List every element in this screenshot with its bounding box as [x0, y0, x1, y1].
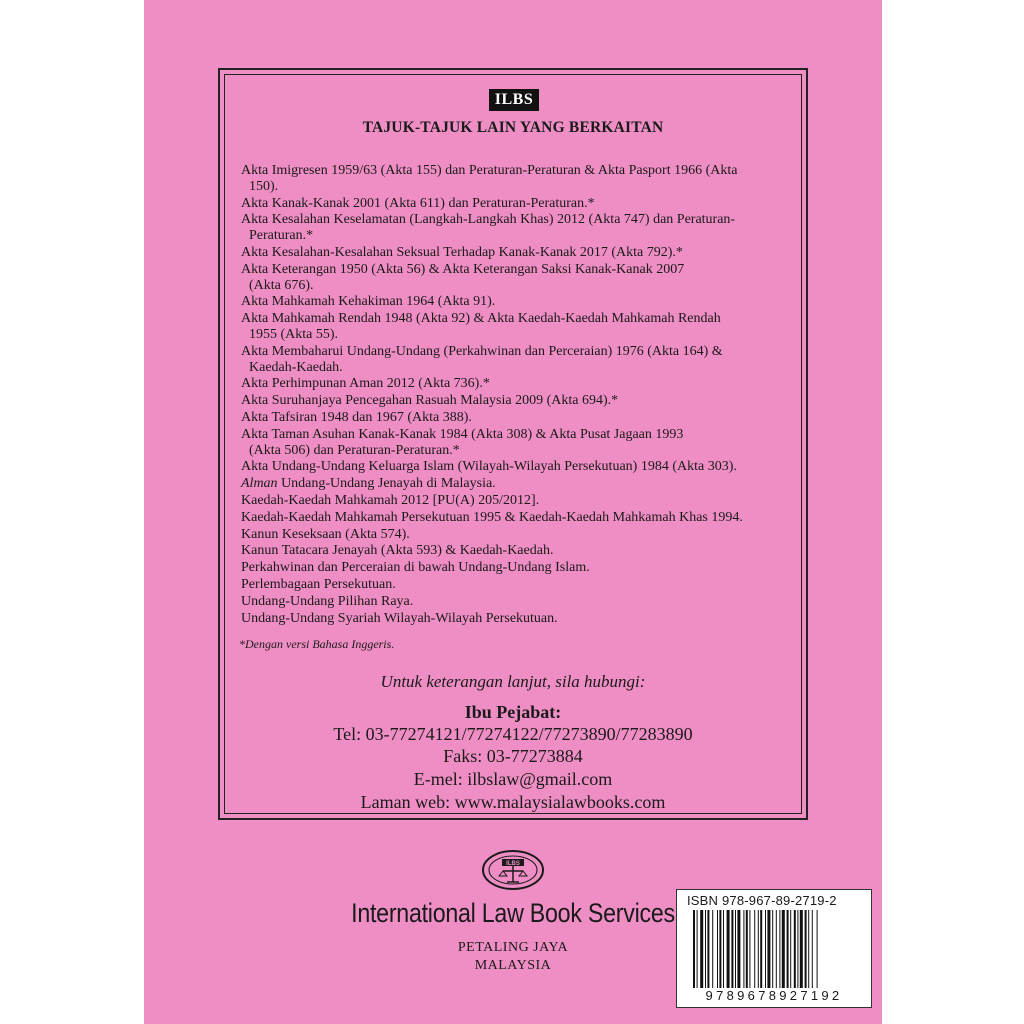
publisher-city: PETALING JAYA [457, 940, 569, 955]
list-item [241, 163, 797, 195]
list-item [241, 493, 797, 509]
list-item [241, 245, 797, 261]
list-item [241, 611, 797, 627]
title-line: Perlembagaan Persekutuan. [241, 576, 396, 592]
title-continuation: 150). [249, 178, 279, 194]
title-line: Kanun Keseksaan (Akta 574). [241, 526, 410, 542]
list-item [241, 393, 797, 409]
barcode-bar [697, 910, 698, 988]
title-line: Akta Perhimpunan Aman 2012 (Akta 736).* [241, 376, 490, 392]
list-item [241, 543, 797, 559]
barcode-bar [817, 910, 818, 988]
isbn-barcode [676, 889, 872, 1008]
publisher-country: MALAYSIA [474, 958, 552, 973]
head-office-label: Ibu Pejabat: [464, 702, 562, 722]
barcode-bar [760, 910, 762, 988]
barcode-bar [727, 910, 730, 988]
contact-intro: Untuk keterangan lanjut, sila hubungi: [380, 672, 646, 691]
fax-line: Faks: 03-77273884 [443, 746, 583, 766]
title-line: Akta Keterangan 1950 (Akta 56) & Akta Keterangan Saksi Kanak-Kanak 2007 [241, 261, 685, 277]
list-item [241, 262, 797, 294]
isbn-number: ISBN 978-967-89-2719-2 [687, 893, 837, 908]
ilbs-badge: ILBS [489, 89, 539, 111]
list-item [241, 311, 797, 343]
barcode-bar [700, 910, 703, 988]
list-item [241, 427, 797, 459]
barcode-bar [787, 910, 789, 988]
title-line: Akta Kanak-Kanak 2001 (Akta 611) dan Peraturan-Peraturan.* [241, 195, 595, 211]
english-version-note: *Dengan versi Bahasa Inggeris. [239, 637, 395, 651]
barcode-bar [754, 910, 755, 988]
barcode-bar [797, 910, 798, 988]
barcode-bar [779, 910, 780, 988]
barcode-bar [712, 910, 713, 988]
title-line: Undang-Undang Syariah Wilayah-Wilayah Persekutuan. [241, 610, 558, 626]
telephone-line: Tel: 03-77274121/77274122/77273890/77283890 [333, 724, 693, 744]
barcode-bar [765, 910, 766, 988]
title-continuation: (Akta 506) dan Peraturan-Peraturan.* [249, 442, 460, 458]
barcode-bar [767, 910, 770, 988]
barcode-digits: 9789678927192 [705, 988, 843, 1003]
barcode-bar [717, 910, 718, 988]
list-item [241, 577, 797, 593]
title-line: Akta Tafsiran 1948 dan 1967 (Akta 388). [241, 409, 472, 425]
list-item [241, 459, 797, 475]
title-line: Kaedah-Kaedah Mahkamah 2012 [PU(A) 205/2012]. [241, 492, 540, 508]
list-item [241, 294, 797, 310]
logo-lettering: ILBS [506, 861, 520, 867]
title-line: Akta Imigresen 1959/63 (Akta 155) dan Peraturan-Peraturan & Akta Pasport 1966 (Akta [241, 163, 738, 178]
list-item [241, 594, 797, 610]
list-item [241, 196, 797, 212]
title-line: Akta Taman Asuhan Kanak-Kanak 1984 (Akta 308) & Akta Pusat Jagaan 1993 [241, 426, 684, 442]
barcode-bar [723, 910, 724, 988]
title-continuation: Peraturan.* [249, 228, 314, 244]
title-line: Akta Kesalahan Keselamatan (Langkah-Langkah Khas) 2012 (Akta 747) dan Peraturan- [241, 212, 736, 228]
title-line: Akta Membaharui Undang-Undang (Perkahwinan dan Perceraian) 1976 (Akta 164) & [241, 343, 723, 359]
title-continuation: Kaedah-Kaedah. [249, 359, 343, 375]
title-continuation: 1955 (Akta 55). [249, 326, 339, 342]
related-titles-heading: TAJUK-TAJUK LAIN YANG BERKAITAN [362, 119, 664, 136]
barcode-bar [782, 910, 785, 988]
title-line: Akta Suruhanjaya Pencegahan Rasuah Malaysia 2009 (Akta 694).* [241, 393, 619, 409]
title-line: Kanun Tatacara Jenayah (Akta 593) & Kaedah-Kaedah. [241, 543, 554, 559]
related-titles-list [241, 163, 797, 627]
barcode-bar [707, 910, 709, 988]
list-item [241, 410, 797, 426]
barcode-bar [812, 910, 813, 988]
list-item [241, 376, 797, 392]
title-line: Akta Undang-Undang Keluarga Islam (Wilayah-Wilayah Persekutuan) 1984 (Akta 303). [241, 459, 737, 475]
barcode-bar [737, 910, 740, 988]
barcode-bar [794, 910, 796, 988]
barcode-bar [805, 910, 807, 988]
barcode-bar [693, 910, 695, 988]
title-line: Undang-Undang Pilihan Raya. [241, 593, 414, 609]
title-line: Kaedah-Kaedah Mahkamah Persekutuan 1995 & Kaedah-Kaedah Mahkamah Khas 1994. [241, 509, 743, 525]
barcode-bar [758, 910, 759, 988]
website-line: Laman web: www.malaysialawbooks.com [360, 792, 666, 812]
barcode-bar [705, 910, 706, 988]
barcode-bar [790, 910, 791, 988]
list-item [241, 560, 797, 576]
barcode-bar [749, 910, 750, 988]
list-item [241, 510, 797, 526]
title-line: Akta Kesalahan-Kesalahan Seksual Terhadap Kanak-Kanak 2017 (Akta 792).* [241, 244, 683, 260]
barcode-bar [743, 910, 744, 988]
list-item [241, 527, 797, 543]
title-line: Akta Mahkamah Rendah 1948 (Akta 92) & Akta Kaedah-Kaedah Mahkamah Rendah [241, 311, 721, 327]
title-line: Perkahwinan dan Perceraian di bawah Undang-Undang Islam. [241, 560, 590, 576]
title-line: Undang-Undang Jenayah di Malaysia. [281, 476, 496, 492]
list-item [241, 476, 797, 492]
barcode-bars [693, 910, 855, 988]
barcode-bar [772, 910, 773, 988]
list-item [241, 344, 797, 376]
list-item [241, 212, 797, 244]
barcode-bar [746, 910, 748, 988]
barcode-bar [719, 910, 721, 988]
publisher-name: International Law Book Services [351, 898, 675, 928]
publisher-logo [480, 849, 546, 891]
title-continuation: (Akta 676). [249, 277, 314, 293]
barcode-bar [776, 910, 777, 988]
barcode-bar [808, 910, 809, 988]
title-line: Akta Mahkamah Kehakiman 1964 (Akta 91). [241, 294, 496, 310]
title-italic-prefix: Alman [241, 476, 278, 492]
barcode-bar [731, 910, 733, 988]
email-line: E-mel: ilbslaw@gmail.com [413, 769, 613, 789]
barcode-bar [800, 910, 803, 988]
barcode-bar [735, 910, 736, 988]
